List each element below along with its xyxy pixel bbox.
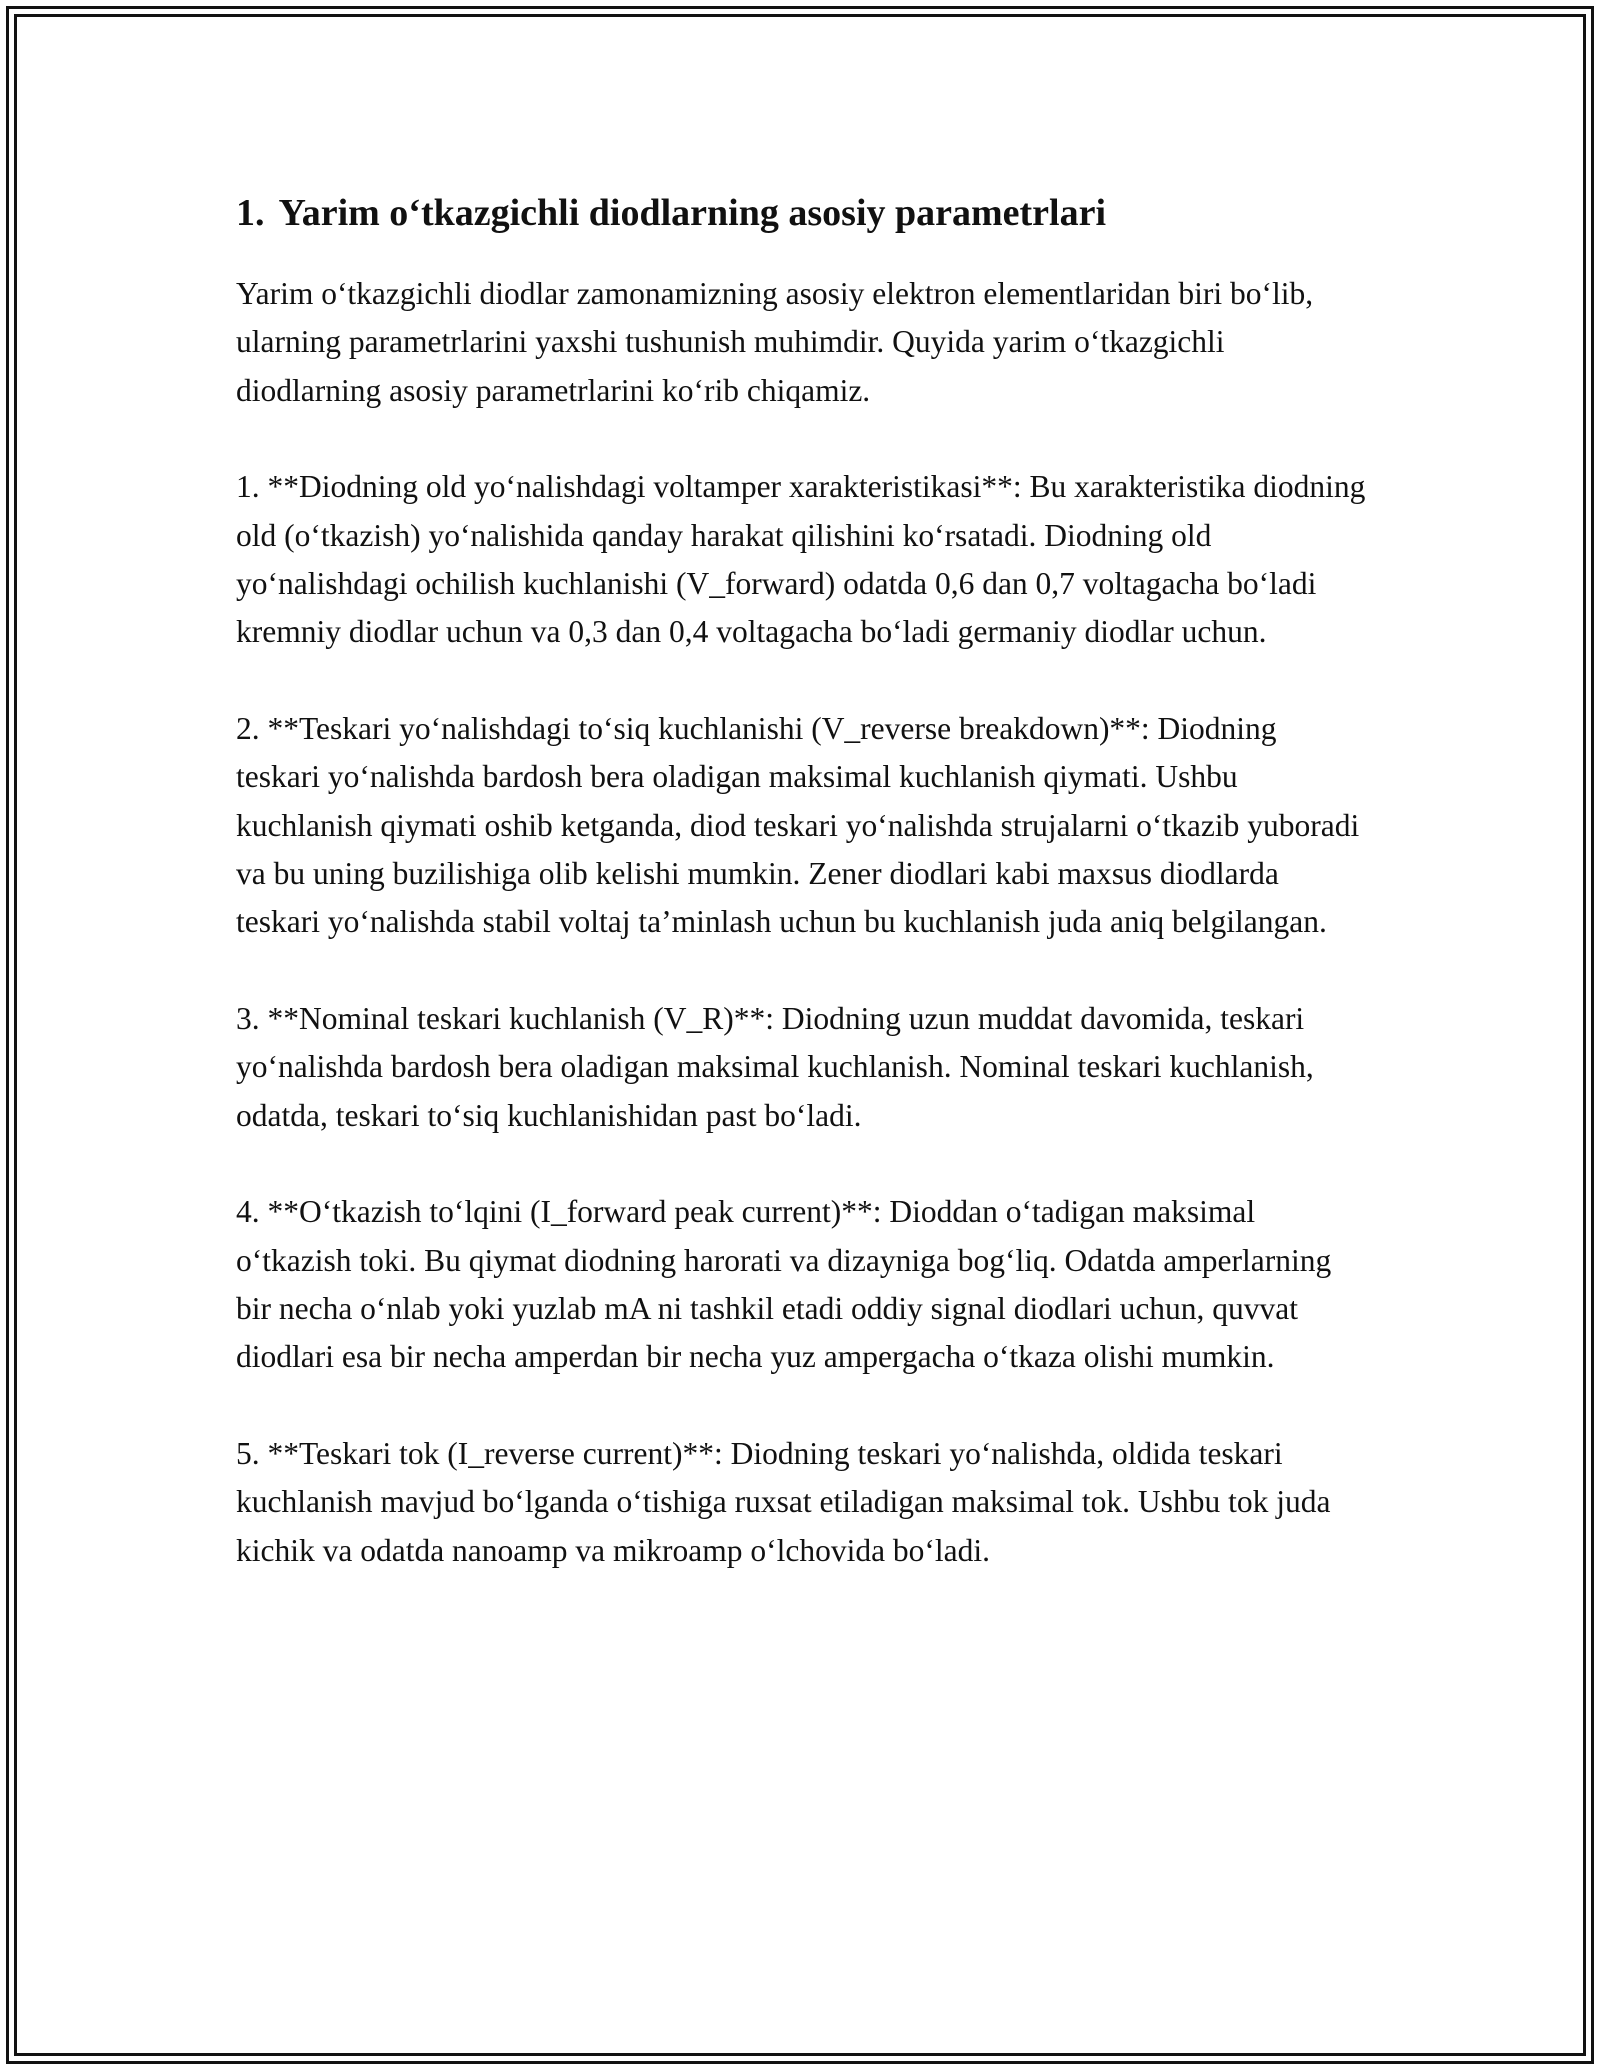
parameter-item-5: 5. **Teskari tok (I_reverse current)**: Diodning teskari yo‘nalishda, oldida teskari kuchlanish mavjud bo‘lganda o‘tishiga ruxsat etiladigan maksimal tok. Ushbu tok juda kichik va odatda nanoamp va mikroamp o‘lchovida bo‘ladi.	[236, 1435, 1331, 1568]
section-title: Yarim o‘tkazgichli diodlarning asosiy parametrlari	[278, 192, 1107, 234]
parameter-item-2: 2. **Teskari yo‘nalishdagi to‘siq kuchlanishi (V_reverse breakdown)**: Diodning teskari yo‘nalishda bardosh bera oladigan maksimal kuchlanish qiymati. Ushbu kuchlanish qiymati oshib ketganda, diod teskari yo‘nalishda strujalarni o‘tkazib yuboradi va bu uning buzilishiga olib kelishi mumkin. Zener diodlari kabi maxsus diodlarda teskari yo‘nalishda stabil voltaj ta’minlash uchun bu kuchlanish juda aniq belgilangan.	[236, 710, 1360, 940]
intro-paragraph: Yarim o‘tkazgichli diodlar zamonamizning asosiy elektron elementlaridan biri bo‘lib, ularning parametrlarini yaxshi tushunish muhimdir. Quyida yarim o‘tkazgichli diodlarning asosiy parametrlarini ko‘rib chiqamiz.	[236, 276, 1314, 408]
parameter-item-4: 4. **O‘tkazish to‘lqini (I_forward peak current)**: Dioddan o‘tadigan maksimal o‘tkazish toki. Bu qiymat diodning harorati va dizayniga bog‘liq. Odatda amperlarning bir necha o‘nlab yoki yuzlab mA ni tashkil etadi oddiy signal diodlari uchun, quvvat diodlari esa bir necha amperdan bir necha yuz ampergacha o‘tkaza olishi mumkin.	[236, 1194, 1332, 1375]
parameter-item-1: 1. **Diodning old yo‘nalishdagi voltamper xarakteristikasi**: Bu xarakteristika diodning old (o‘tkazish) yo‘nalishida qanday harakat qilishini ko‘rsatadi. Diodning old yo‘nalishdagi ochilish kuchlanishi (V_forward) odatda 0,6 dan 0,7 voltagacha bo‘ladi kremniy diodlar uchun va 0,3 dan 0,4 voltagacha bo‘ladi germaniy diodlar uchun.	[236, 469, 1366, 650]
section-heading	[236, 180, 1366, 246]
document-body	[236, 180, 1366, 1623]
section-number: 1.	[236, 192, 265, 234]
parameter-item-3: 3. **Nominal teskari kuchlanish (V_R)**: Diodning uzun muddat davomida, teskari yo‘nalishda bardosh bera oladigan maksimal kuchlanish. Nominal teskari kuchlanish, odatda, teskari to‘siq kuchlanishidan past bo‘ladi.	[236, 1000, 1314, 1133]
